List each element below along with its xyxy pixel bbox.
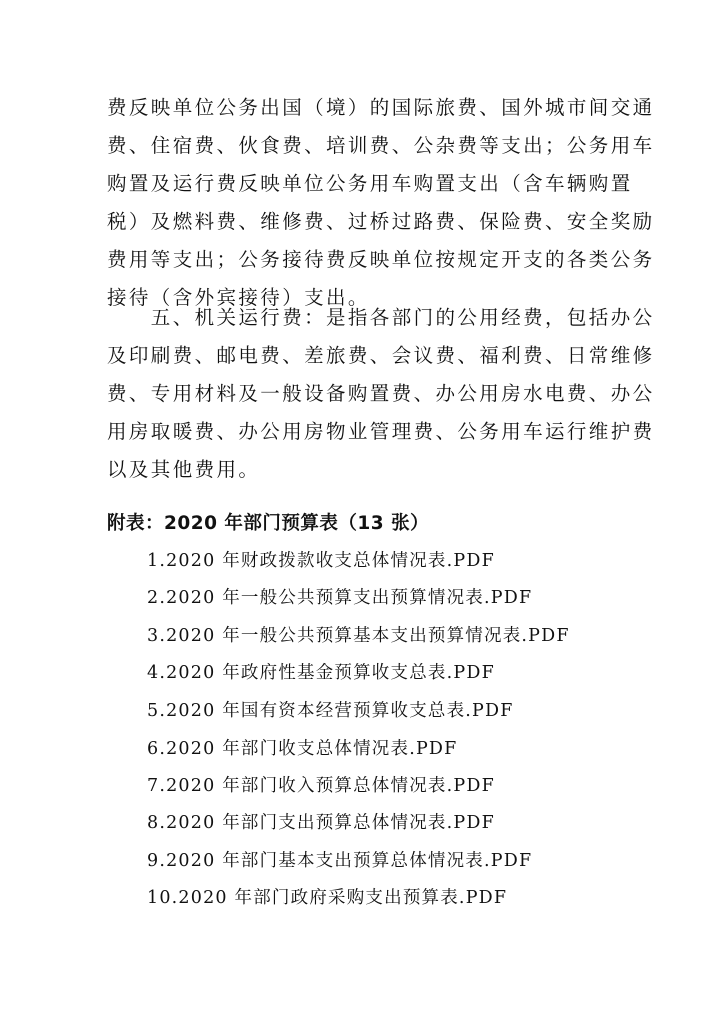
attachment-link[interactable]: 6.2020 年部门收支总体情况表.PDF bbox=[147, 739, 458, 759]
paragraph-line: 购置及运行费反映单位公务用车购置支出（含车辆购置 bbox=[107, 172, 633, 195]
attachments-heading: 附表：2020 年部门预算表（13 张） bbox=[107, 513, 430, 534]
attachment-link[interactable]: 5.2020 年国有资本经营预算收支总表.PDF bbox=[147, 701, 514, 721]
paragraph-five-line: 费、专用材料及一般设备购置费、办公用房水电费、办公 bbox=[107, 382, 655, 405]
paragraph-five-line: 及印刷费、邮电费、差旅费、会议费、福利费、日常维修 bbox=[107, 344, 655, 367]
attachment-link[interactable]: 8.2020 年部门支出预算总体情况表.PDF bbox=[147, 813, 495, 833]
paragraph-line: 费、住宿费、伙食费、培训费、公杂费等支出；公务用车 bbox=[107, 134, 655, 157]
attachment-link[interactable]: 3.2020 年一般公共预算基本支出预算情况表.PDF bbox=[147, 626, 570, 646]
paragraph-line: 接待（含外宾接待）支出。 bbox=[107, 286, 370, 309]
paragraph-line: 费用等支出；公务接待费反映单位按规定开支的各类公务 bbox=[107, 248, 655, 271]
attachment-link[interactable]: 7.2020 年部门收入预算总体情况表.PDF bbox=[147, 776, 495, 796]
attachment-link[interactable]: 10.2020 年部门政府采购支出预算表.PDF bbox=[147, 888, 508, 908]
paragraph-five-line: 五、机关运行费：是指各部门的公用经费，包括办公 bbox=[107, 306, 655, 329]
paragraph-five-line: 以及其他费用。 bbox=[107, 458, 261, 481]
paragraph-line: 税）及燃料费、维修费、过桥过路费、保险费、安全奖励 bbox=[107, 210, 655, 233]
attachment-link[interactable]: 4.2020 年政府性基金预算收支总表.PDF bbox=[147, 663, 495, 683]
attachment-link[interactable]: 2.2020 年一般公共预算支出预算情况表.PDF bbox=[147, 588, 533, 608]
attachment-link[interactable]: 9.2020 年部门基本支出预算总体情况表.PDF bbox=[147, 851, 533, 871]
attachment-link[interactable]: 1.2020 年财政拨款收支总体情况表.PDF bbox=[147, 551, 495, 571]
paragraph-five-line: 用房取暖费、办公用房物业管理费、公务用车运行维护费 bbox=[107, 420, 655, 443]
paragraph-line: 费反映单位公务出国（境）的国际旅费、国外城市间交通 bbox=[107, 96, 655, 119]
